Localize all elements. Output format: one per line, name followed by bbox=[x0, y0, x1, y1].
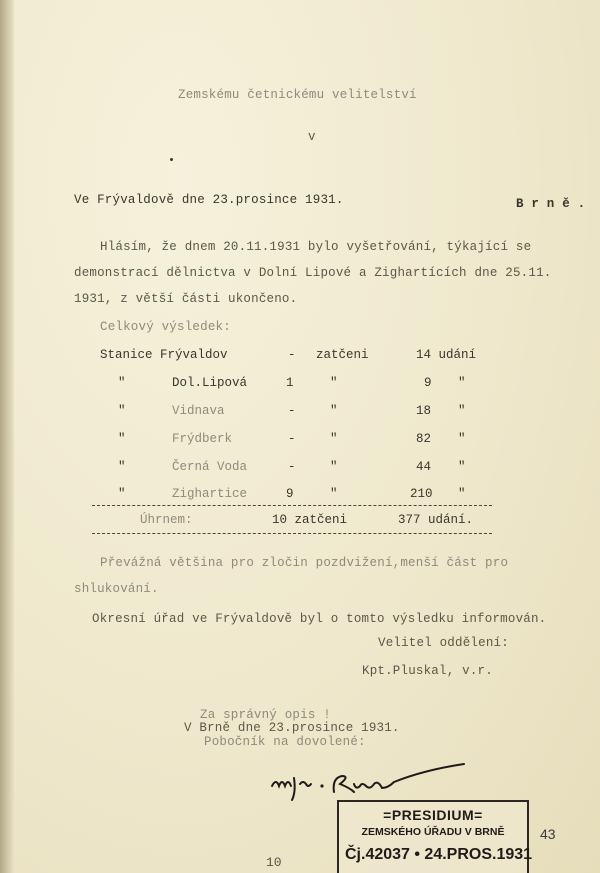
arrests-count: - bbox=[288, 348, 296, 362]
arrests-count: - bbox=[288, 432, 296, 446]
ditto-mark: " bbox=[118, 487, 126, 501]
para1-line3: 1931, z větší části ukončeno. bbox=[74, 292, 298, 306]
arrests-label: " bbox=[330, 432, 338, 446]
total-arrests: 10 zatčeni bbox=[272, 513, 348, 527]
station-name: Vidnava bbox=[172, 404, 225, 418]
registry-stamp bbox=[337, 800, 533, 873]
ditto-mark: " bbox=[458, 432, 466, 446]
signature-title: Velitel oddělení: bbox=[378, 636, 509, 650]
reported-count: 82 bbox=[416, 432, 432, 446]
ditto-mark: " bbox=[118, 432, 126, 446]
closing-line2: shlukování. bbox=[74, 582, 159, 596]
stamp-line2: ZEMSKÉHO ÚŘADU V BRNĚ bbox=[361, 826, 505, 838]
closing-line3: Okresní úřad ve Frývaldově byl o tomto výsledku informován. bbox=[92, 612, 547, 626]
ditto-mark: " bbox=[458, 460, 466, 474]
arrests-count: 9 bbox=[286, 487, 294, 501]
copy-note-line1: Za správný opis ! bbox=[200, 708, 331, 722]
ditto-mark: " bbox=[118, 376, 126, 390]
margin-number: 43 bbox=[540, 826, 556, 842]
arrests-label: " bbox=[330, 376, 338, 390]
ditto-mark: " bbox=[458, 404, 466, 418]
reported-count: 18 bbox=[416, 404, 432, 418]
ditto-mark: " bbox=[458, 376, 466, 390]
reported-count: 9 bbox=[424, 376, 432, 390]
table-row bbox=[0, 487, 600, 505]
station-name: Černá Voda bbox=[172, 460, 248, 474]
table-rule-top bbox=[92, 505, 492, 506]
arrests-label: " bbox=[330, 460, 338, 474]
arrests-label: zatčeni bbox=[316, 348, 369, 362]
table-rule-bottom bbox=[92, 533, 492, 534]
table-row bbox=[0, 376, 600, 394]
stamp-line3: Čj.42037 • 24.PROS.1931 bbox=[345, 846, 533, 863]
total-reported: 377 udání. bbox=[398, 513, 474, 527]
station-name: Zighartice bbox=[172, 487, 248, 501]
ditto-mark: " bbox=[458, 487, 466, 501]
para1-line2: demonstrací dělnictva v Dolní Lipové a Zighartících dne 25.11. bbox=[74, 266, 552, 280]
reported-count: 210 bbox=[410, 487, 433, 501]
arrests-count: 1 bbox=[286, 376, 294, 390]
copy-note-line3: Pobočník na dovolené: bbox=[204, 735, 366, 749]
handwritten-signature bbox=[268, 762, 488, 804]
station-name: Frýdberk bbox=[172, 432, 233, 446]
table-row bbox=[0, 404, 600, 422]
city: B r n ě . bbox=[516, 197, 586, 211]
table-row bbox=[0, 460, 600, 478]
punch-dot bbox=[170, 158, 173, 161]
ditto-mark: " bbox=[118, 460, 126, 474]
addressee-v: v bbox=[308, 130, 316, 144]
stamp-line1: =PRESIDIUM= bbox=[383, 807, 483, 823]
table-total-row bbox=[0, 513, 600, 531]
total-label: Úhrnem: bbox=[140, 513, 193, 527]
arrests-label: " bbox=[330, 487, 338, 501]
copy-note-line2: V Brně dne 23.prosince 1931. bbox=[184, 721, 400, 735]
arrests-count: - bbox=[288, 460, 296, 474]
table-row bbox=[0, 432, 600, 450]
table-row bbox=[0, 348, 600, 366]
addressee: Zemskému četnickému velitelství bbox=[178, 88, 417, 102]
signature-name: Kpt.Pluskal, v.r. bbox=[362, 664, 493, 678]
bottom-mark: 10 bbox=[266, 855, 282, 870]
reported-count: 14 udání bbox=[416, 348, 477, 362]
station-name: Dol.Lipová bbox=[172, 376, 248, 390]
station-name: Stanice Frývaldov bbox=[100, 348, 228, 362]
reported-count: 44 bbox=[416, 460, 432, 474]
arrests-count: - bbox=[288, 404, 296, 418]
arrests-label: " bbox=[330, 404, 338, 418]
summary-label: Celkový výsledek: bbox=[100, 320, 231, 334]
ditto-mark: " bbox=[118, 404, 126, 418]
closing-line1: Převážná většina pro zločin pozdvižení,menší část pro bbox=[100, 556, 509, 570]
place-date: Ve Frývaldově dne 23.prosince 1931. bbox=[74, 193, 344, 207]
para1-line1: Hlásím, že dnem 20.11.1931 bylo vyšetřování, týkající se bbox=[100, 240, 532, 254]
